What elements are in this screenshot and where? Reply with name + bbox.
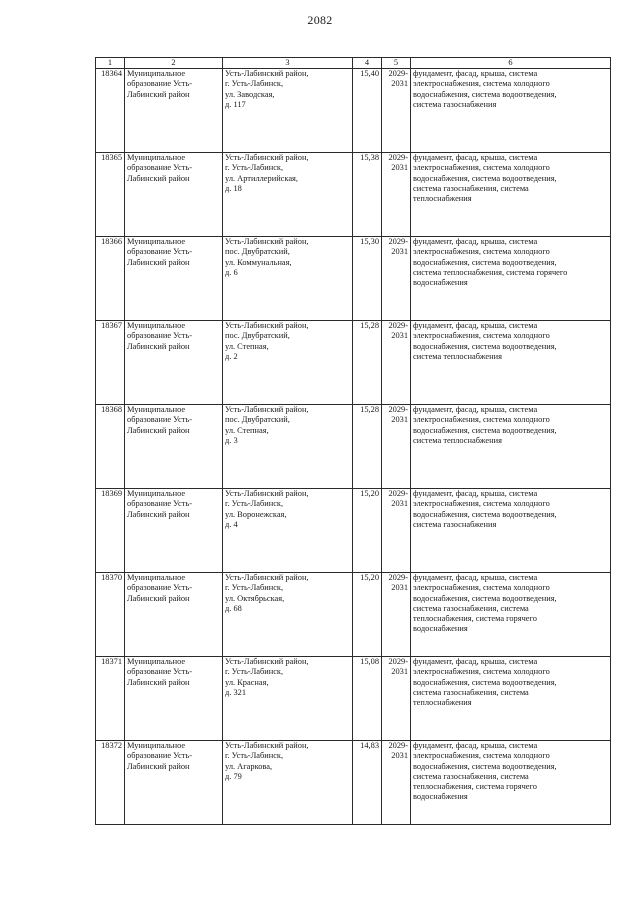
owner-line: Лабинский район: [127, 341, 190, 351]
works-line: водоснабжения, система водоотведения,: [413, 257, 557, 267]
works-line: фундамент, фасад, крыша, система: [413, 69, 538, 78]
period-cell: [382, 489, 411, 573]
address-cell: [223, 741, 353, 825]
works-line: система газоснабжения, система: [413, 771, 529, 781]
owner-line: образование Усть-: [127, 415, 193, 425]
works-line: электроснабжения, система холодного: [413, 751, 550, 761]
address-line: г. Усть-Лабинск,: [225, 163, 284, 173]
period-cell: [382, 741, 411, 825]
address-cell: [223, 405, 353, 489]
row-number-cell: 18367: [96, 321, 125, 405]
works-line: фундамент, фасад, крыша, система: [413, 573, 538, 582]
address-line: д. 79: [225, 771, 242, 781]
works-line: электроснабжения, система холодного: [413, 499, 550, 509]
works-line: система теплоснабжения, система горячего: [413, 267, 568, 277]
address-line: г. Усть-Лабинск,: [225, 751, 284, 761]
address-line: д. 68: [225, 603, 242, 613]
works-cell: [411, 237, 611, 321]
works-line: водоснабжения: [413, 278, 468, 288]
address-line: д. 2: [225, 351, 238, 361]
works-line: водоснабжения, система водоотведения,: [413, 677, 557, 687]
period-line: 2031: [391, 415, 408, 425]
owner-line: образование Усть-: [127, 751, 193, 761]
works-line: водоснабжения: [413, 792, 468, 802]
works-line: теплоснабжения, система горячего: [413, 614, 537, 624]
address-line: д. 18: [225, 183, 242, 193]
period-line: 2031: [391, 667, 408, 677]
period-line: 2029-: [388, 489, 408, 498]
area-cell: 15,20: [353, 573, 382, 657]
address-cell: [223, 153, 353, 237]
period-line: 2031: [391, 163, 408, 173]
works-line: система газоснабжения, система: [413, 183, 529, 193]
owner-line: Лабинский район: [127, 425, 190, 435]
column-header: 3: [223, 58, 353, 69]
table-row: [96, 153, 611, 237]
owner-line: Муниципальное: [127, 405, 186, 414]
period-line: 2031: [391, 583, 408, 593]
row-number-cell: 18365: [96, 153, 125, 237]
owner-line: образование Усть-: [127, 163, 193, 173]
period-line: 2031: [391, 499, 408, 509]
owner-cell: [125, 69, 223, 153]
owner-line: Лабинский район: [127, 761, 190, 771]
owner-line: Муниципальное: [127, 153, 186, 162]
works-cell: [411, 573, 611, 657]
owner-cell: [125, 405, 223, 489]
works-cell: [411, 405, 611, 489]
period-line: 2031: [391, 751, 408, 761]
works-line: водоснабжения, система водоотведения,: [413, 173, 557, 183]
works-line: фундамент, фасад, крыша, система: [413, 489, 538, 498]
row-number-cell: 18372: [96, 741, 125, 825]
works-line: фундамент, фасад, крыша, система: [413, 321, 538, 330]
register-body: [96, 69, 611, 825]
owner-cell: [125, 153, 223, 237]
owner-line: Муниципальное: [127, 573, 186, 582]
address-line: Усть-Лабинский район,: [225, 573, 309, 582]
works-line: система газоснабжения: [413, 99, 497, 109]
works-line: теплоснабжения: [413, 194, 472, 204]
owner-line: образование Усть-: [127, 667, 193, 677]
address-line: д. 3: [225, 435, 238, 445]
period-cell: [382, 405, 411, 489]
address-line: Усть-Лабинский район,: [225, 69, 309, 78]
table-row: [96, 237, 611, 321]
column-header: 6: [411, 58, 611, 69]
row-number-cell: 18364: [96, 69, 125, 153]
period-line: 2031: [391, 247, 408, 257]
address-line: ул. Артиллерийская,: [225, 173, 299, 183]
owner-cell: [125, 321, 223, 405]
works-line: водоснабжения, система водоотведения,: [413, 89, 557, 99]
period-cell: [382, 657, 411, 741]
owner-line: Лабинский район: [127, 677, 190, 687]
works-line: электроснабжения, система холодного: [413, 583, 550, 593]
row-number-cell: 18366: [96, 237, 125, 321]
address-line: д. 6: [225, 267, 238, 277]
address-line: Усть-Лабинский район,: [225, 153, 309, 162]
header-row: [96, 58, 611, 69]
period-line: 2029-: [388, 657, 408, 666]
works-line: фундамент, фасад, крыша, система: [413, 237, 538, 246]
works-line: электроснабжения, система холодного: [413, 667, 550, 677]
works-cell: [411, 489, 611, 573]
owner-line: образование Усть-: [127, 247, 193, 257]
period-line: 2029-: [388, 237, 408, 246]
period-line: 2029-: [388, 321, 408, 330]
works-cell: [411, 321, 611, 405]
owner-line: образование Усть-: [127, 331, 193, 341]
area-cell: 14,83: [353, 741, 382, 825]
works-line: электроснабжения, система холодного: [413, 331, 550, 341]
period-cell: [382, 69, 411, 153]
works-line: электроснабжения, система холодного: [413, 163, 550, 173]
column-header: 5: [382, 58, 411, 69]
address-line: ул. Степная,: [225, 425, 269, 435]
works-line: фундамент, фасад, крыша, система: [413, 741, 538, 750]
row-number-cell: 18371: [96, 657, 125, 741]
works-cell: [411, 69, 611, 153]
owner-cell: [125, 657, 223, 741]
owner-line: Лабинский район: [127, 173, 190, 183]
address-line: г. Усть-Лабинск,: [225, 583, 284, 593]
owner-line: Муниципальное: [127, 489, 186, 498]
owner-line: Муниципальное: [127, 237, 186, 246]
works-line: водоснабжения, система водоотведения,: [413, 509, 557, 519]
address-line: ул. Красная,: [225, 677, 269, 687]
works-line: водоснабжения: [413, 624, 468, 634]
address-line: ул. Коммунальная,: [225, 257, 292, 267]
address-line: Усть-Лабинский район,: [225, 237, 309, 246]
register-table: [95, 57, 611, 825]
address-line: г. Усть-Лабинск,: [225, 499, 284, 509]
address-line: Усть-Лабинский район,: [225, 741, 309, 750]
owner-line: Муниципальное: [127, 321, 186, 330]
address-line: ул. Заводская,: [225, 89, 275, 99]
works-cell: [411, 153, 611, 237]
table-row: [96, 741, 611, 825]
period-line: 2029-: [388, 69, 408, 78]
area-cell: 15,40: [353, 69, 382, 153]
works-line: теплоснабжения, система горячего: [413, 782, 537, 792]
works-line: водоснабжения, система водоотведения,: [413, 425, 557, 435]
owner-line: Муниципальное: [127, 69, 186, 78]
works-line: водоснабжения, система водоотведения,: [413, 341, 557, 351]
works-line: система газоснабжения: [413, 519, 497, 529]
area-cell: 15,30: [353, 237, 382, 321]
area-cell: 15,08: [353, 657, 382, 741]
works-line: система газоснабжения, система: [413, 687, 529, 697]
owner-line: Муниципальное: [127, 741, 186, 750]
works-line: электроснабжения, система холодного: [413, 415, 550, 425]
period-line: 2029-: [388, 573, 408, 582]
works-cell: [411, 741, 611, 825]
period-line: 2031: [391, 331, 408, 341]
row-number-cell: 18370: [96, 573, 125, 657]
works-line: электроснабжения, система холодного: [413, 79, 550, 89]
table-row: [96, 573, 611, 657]
period-line: 2031: [391, 79, 408, 89]
table-row: [96, 69, 611, 153]
address-line: пос. Двубратский,: [225, 331, 290, 341]
page-number: 2082: [307, 13, 333, 27]
address-cell: [223, 489, 353, 573]
address-line: Усть-Лабинский район,: [225, 657, 309, 666]
area-cell: 15,20: [353, 489, 382, 573]
address-line: пос. Двубратский,: [225, 247, 290, 257]
works-cell: [411, 657, 611, 741]
address-line: д. 4: [225, 519, 238, 529]
period-cell: [382, 237, 411, 321]
area-cell: 15,28: [353, 405, 382, 489]
owner-line: Лабинский район: [127, 509, 190, 519]
works-line: водоснабжения, система водоотведения,: [413, 593, 557, 603]
column-header: 1: [96, 58, 125, 69]
owner-line: образование Усть-: [127, 499, 193, 509]
address-line: д. 321: [225, 687, 247, 697]
period-line: 2029-: [388, 153, 408, 162]
works-line: фундамент, фасад, крыша, система: [413, 405, 538, 414]
owner-line: образование Усть-: [127, 79, 193, 89]
works-line: система теплоснабжения: [413, 351, 502, 361]
address-line: д. 117: [225, 99, 246, 109]
owner-line: Лабинский район: [127, 89, 190, 99]
address-line: пос. Двубратский,: [225, 415, 290, 425]
works-line: теплоснабжения: [413, 698, 472, 708]
works-line: фундамент, фасад, крыша, система: [413, 657, 538, 666]
address-cell: [223, 321, 353, 405]
address-line: Усть-Лабинский район,: [225, 489, 309, 498]
works-line: электроснабжения, система холодного: [413, 247, 550, 257]
address-line: ул. Октябрьская,: [225, 593, 285, 603]
period-cell: [382, 153, 411, 237]
address-cell: [223, 573, 353, 657]
owner-cell: [125, 489, 223, 573]
period-cell: [382, 573, 411, 657]
table-row: [96, 405, 611, 489]
area-cell: 15,28: [353, 321, 382, 405]
address-line: г. Усть-Лабинск,: [225, 667, 284, 677]
owner-cell: [125, 237, 223, 321]
address-line: г. Усть-Лабинск,: [225, 79, 284, 89]
address-line: ул. Степная,: [225, 341, 269, 351]
owner-line: образование Усть-: [127, 583, 193, 593]
works-line: водоснабжения, система водоотведения,: [413, 761, 557, 771]
column-header: 4: [353, 58, 382, 69]
address-cell: [223, 237, 353, 321]
works-line: фундамент, фасад, крыша, система: [413, 153, 538, 162]
row-number-cell: 18368: [96, 405, 125, 489]
owner-cell: [125, 573, 223, 657]
works-line: система теплоснабжения: [413, 435, 502, 445]
address-line: Усть-Лабинский район,: [225, 405, 309, 414]
address-line: Усть-Лабинский район,: [225, 321, 309, 330]
row-number-cell: 18369: [96, 489, 125, 573]
owner-cell: [125, 741, 223, 825]
address-cell: [223, 69, 353, 153]
address-line: ул. Воронежская,: [225, 509, 287, 519]
table-row: [96, 489, 611, 573]
column-header: 2: [125, 58, 223, 69]
address-cell: [223, 657, 353, 741]
period-line: 2029-: [388, 405, 408, 414]
table-row: [96, 321, 611, 405]
owner-line: Лабинский район: [127, 257, 190, 267]
address-line: ул. Агаркова,: [225, 761, 273, 771]
table-row: [96, 657, 611, 741]
period-cell: [382, 321, 411, 405]
area-cell: 15,38: [353, 153, 382, 237]
owner-line: Лабинский район: [127, 593, 190, 603]
period-line: 2029-: [388, 741, 408, 750]
owner-line: Муниципальное: [127, 657, 186, 666]
works-line: система газоснабжения, система: [413, 603, 529, 613]
